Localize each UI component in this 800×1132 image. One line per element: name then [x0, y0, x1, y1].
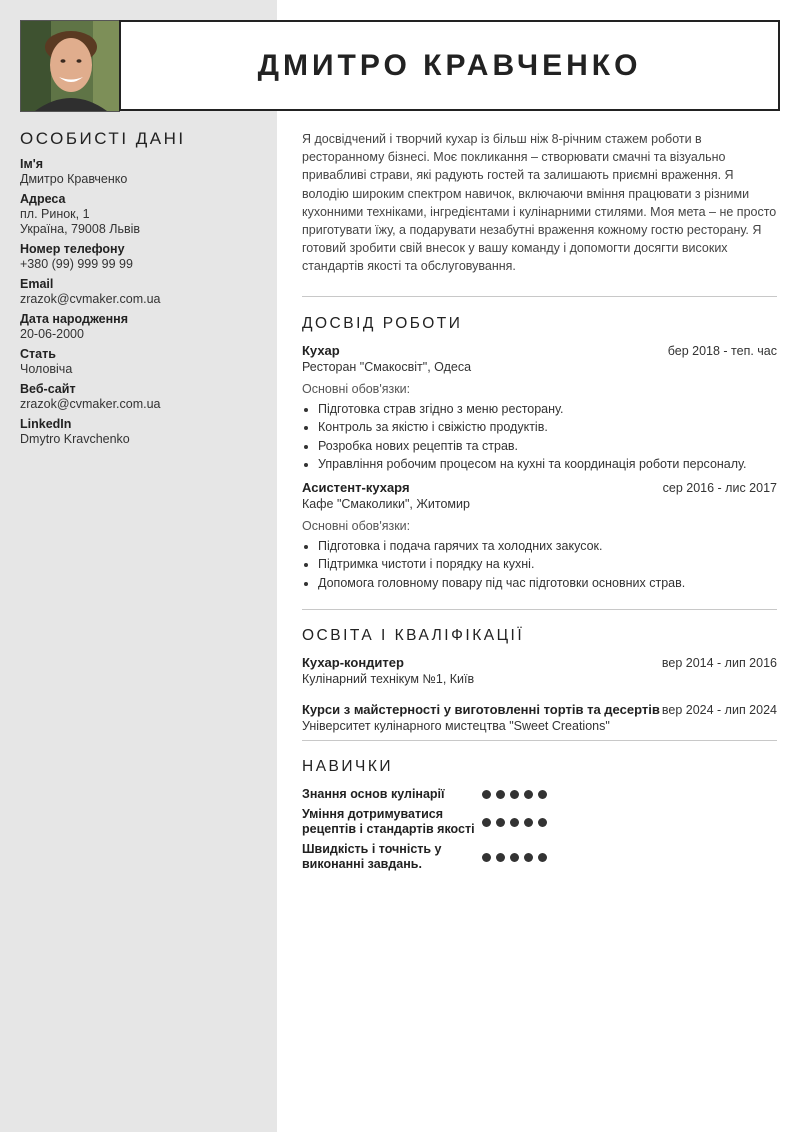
rating-dot: [496, 853, 505, 862]
duties-label: Основні обов'язки:: [302, 382, 411, 396]
job-entry: [302, 343, 777, 473]
education-dates: вер 2024 - лип 2024: [661, 703, 777, 717]
rating-dot: [524, 790, 533, 799]
section-divider: [302, 296, 777, 297]
detail-label: Адреса: [20, 192, 66, 206]
education-entry: [302, 655, 777, 686]
job-company: Кафе "Смаколики", Житомир: [302, 497, 470, 511]
education-title: Кухар-кондитер: [302, 655, 404, 670]
detail-value: Україна, 79008 Львів: [20, 222, 141, 236]
skill-rating: [482, 790, 547, 799]
section-divider: [302, 609, 777, 610]
personal-linkedin: [20, 417, 270, 447]
personal-section-title: ОСОБИСТІ ДАНІ: [20, 129, 186, 148]
detail-label: Стать: [20, 347, 56, 361]
duties-label: Основні обов'язки:: [302, 519, 411, 533]
education-dates: вер 2014 - лип 2016: [661, 656, 777, 670]
job-title: Асистент-кухаря: [302, 480, 410, 495]
rating-dot: [482, 790, 491, 799]
detail-label: Email: [20, 277, 54, 291]
duty-item: • Управління робочим процесом на кухні та координація роботи персоналу.: [318, 455, 777, 473]
skills-section-title: НАВИЧКИ: [302, 758, 394, 775]
rating-dot: [482, 853, 491, 862]
job-title: Кухар: [302, 343, 340, 358]
duty-item: • Підготовка і подача гарячих та холодних закусок.: [318, 537, 777, 555]
skill-rating: [482, 818, 547, 827]
skill-item: [302, 787, 602, 802]
duty-item: • Підготовка страв згідно з меню ресторану.: [318, 400, 777, 418]
rating-dot: [510, 853, 519, 862]
detail-label: Ім'я: [20, 157, 43, 171]
personal-gender: [20, 347, 270, 377]
education-institution: Кулінарний технікум №1, Київ: [302, 672, 475, 686]
rating-dot: [524, 853, 533, 862]
skill-item: [302, 807, 602, 837]
rating-dot: [496, 790, 505, 799]
duty-item: • Допомога головному повару під час підготовки основних страв.: [318, 574, 777, 592]
detail-value: zrazok@cvmaker.com.ua: [20, 397, 161, 411]
rating-dot: [482, 818, 491, 827]
duty-item: • Розробка нових рецептів та страв.: [318, 437, 777, 455]
job-dates: сер 2016 - лис 2017: [662, 481, 777, 495]
education-entry: [302, 702, 777, 733]
detail-label: LinkedIn: [20, 417, 72, 431]
personal-phone: [20, 242, 270, 272]
skill-item: [302, 842, 602, 872]
rating-dot: [538, 853, 547, 862]
section-divider: [302, 740, 777, 741]
duty-item: • Контроль за якістю і свіжістю продуктів.: [318, 418, 777, 436]
skill-rating: [482, 853, 547, 862]
rating-dot: [496, 818, 505, 827]
rating-dot: [524, 818, 533, 827]
detail-label: Веб-сайт: [20, 382, 76, 396]
rating-dot: [510, 818, 519, 827]
duties-list: [302, 537, 777, 592]
personal-website: [20, 382, 270, 412]
profile-summary-block: [302, 130, 777, 276]
detail-value: zrazok@cvmaker.com.ua: [20, 292, 161, 306]
detail-value: Dmytro Kravchenko: [20, 432, 130, 446]
personal-address: [20, 192, 270, 237]
personal-details: [20, 157, 270, 452]
detail-value: Дмитро Кравченко: [20, 172, 128, 186]
education-section-title: ОСВІТА І КВАЛІФІКАЦІЇ: [302, 627, 525, 644]
detail-value: +380 (99) 999 99 99: [20, 257, 133, 271]
education-institution: Університет кулінарного мистецтва "Sweet Creations": [302, 719, 610, 733]
skill-name: Уміння дотримуватися рецептів і стандартів якості: [302, 807, 475, 836]
detail-value: пл. Ринок, 1: [20, 207, 90, 221]
personal-email: [20, 277, 270, 307]
skill-name: Знання основ кулінарії: [302, 787, 445, 801]
full-name: ДМИТРО КРАВЧЕНКО: [257, 48, 642, 82]
name-header: [119, 20, 780, 111]
education-title: Курси з майстерності у виготовленні тортів та десертів: [302, 702, 660, 717]
skills-list: [302, 787, 602, 877]
rating-dot: [538, 790, 547, 799]
job-dates: бер 2018 - теп. час: [667, 344, 777, 358]
rating-dot: [538, 818, 547, 827]
skill-name: Швидкість і точність у виконанні завдань.: [302, 842, 442, 871]
experience-section-title: ДОСВІД РОБОТИ: [302, 315, 463, 332]
detail-value: Чоловіча: [20, 362, 73, 376]
personal-birthdate: [20, 312, 270, 342]
duties-list: [302, 400, 777, 473]
rating-dot: [510, 790, 519, 799]
detail-label: Дата народження: [20, 312, 128, 326]
personal-name: [20, 157, 270, 187]
job-entry: [302, 480, 777, 592]
detail-label: Номер телефону: [20, 242, 125, 256]
duty-item: • Підтримка чистоти і порядку на кухні.: [318, 555, 777, 573]
profile-photo: [20, 20, 120, 112]
detail-value: 20-06-2000: [20, 327, 84, 341]
profile-summary: Я досвідчений і творчий кухар із більш ніж 8-річним стажем роботи в ресторанному бізнесі. Моє покликання – створювати смачні та візуально привабливі страви, які радують гостей та залишають приємні враження. Я володію широким спектром навичок, включаючи вміння працювати з різними кухонними техніками, інгредієнтами і кулінарними стилями. Моя мета – не просто приготувати їжу, а подарувати незабутні враження кожному гостю ресторану. Я готовий зробити свій внесок у вашу команду і допомогти досягти високих стандартів якості та обслуговування.: [302, 132, 777, 274]
job-company: Ресторан "Смакосвіт", Одеса: [302, 360, 472, 374]
